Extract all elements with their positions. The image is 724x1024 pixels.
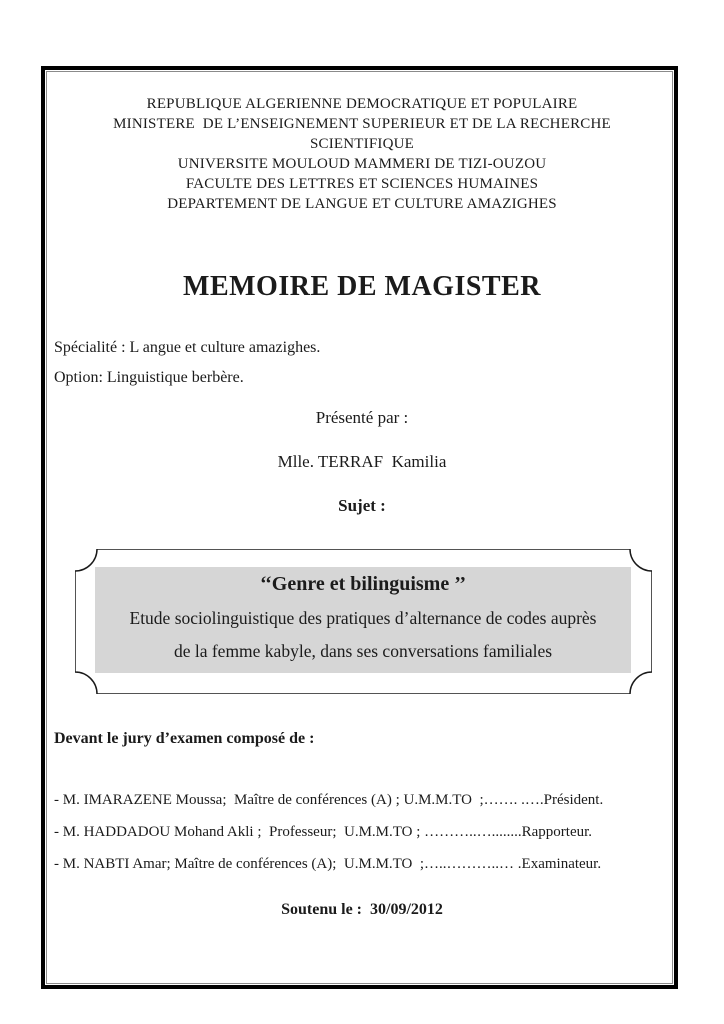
subject-subtitle-line1: Etude sociolinguistique des pratiques d’alternance de codes auprès xyxy=(129,608,597,628)
header-line-faculty: FACULTE DES LETTRES ET SCIENCES HUMAINES xyxy=(185,176,539,192)
author-name: Mlle. TERRAF Kamilia xyxy=(277,452,447,471)
header-line-ministry: MINISTERE DE L’ENSEIGNEMENT SUPERIEUR ET DE LA RECHERCHE xyxy=(113,116,611,132)
institution-header xyxy=(0,94,724,214)
header-line-scientific: SCIENTIFIQUE xyxy=(309,136,415,152)
subject-subtitle-line2: de la femme kabyle, dans ses conversations familiales xyxy=(173,641,553,661)
degree-title: MEMOIRE DE MAGISTER xyxy=(183,271,541,302)
defense-date: Soutenu le : 30/09/2012 xyxy=(281,901,443,918)
header-line-department: DEPARTEMENT DE LANGUE ET CULTURE AMAZIGHES xyxy=(167,196,557,212)
header-line-university: UNIVERSITE MOULOUD MAMMERI DE TIZI-OUZOU xyxy=(177,156,547,172)
presented-by-label: Présenté par : xyxy=(315,408,409,427)
speciality-line: Spécialité : L angue et culture amazighes. xyxy=(54,339,321,356)
jury-list xyxy=(54,784,679,880)
jury-heading: Devant le jury d’examen composé de : xyxy=(54,730,315,747)
subject-label: Sujet : xyxy=(338,496,386,515)
jury-member-president: - M. IMARAZENE Moussa; Maître de conférences (A) ; U.M.M.TO ;……. .….Président. xyxy=(54,792,604,808)
subject-title: ‘‘Genre et bilinguisme ’’ xyxy=(259,573,467,595)
jury-member-rapporteur: - M. HADDADOU Mohand Akli ; Professeur; U.M.M.TO ; ………..…........Rapporteur. xyxy=(54,824,593,840)
subject-box xyxy=(95,567,631,673)
option-line: Option: Linguistique berbère. xyxy=(54,369,244,386)
jury-member-examinateur: - M. NABTI Amar; Maître de conférences (A); U.M.M.TO ;…..………..… .Examinateur. xyxy=(54,856,602,872)
header-line-republic: REPUBLIQUE ALGERIENNE DEMOCRATIQUE ET POPULAIRE xyxy=(146,96,578,112)
